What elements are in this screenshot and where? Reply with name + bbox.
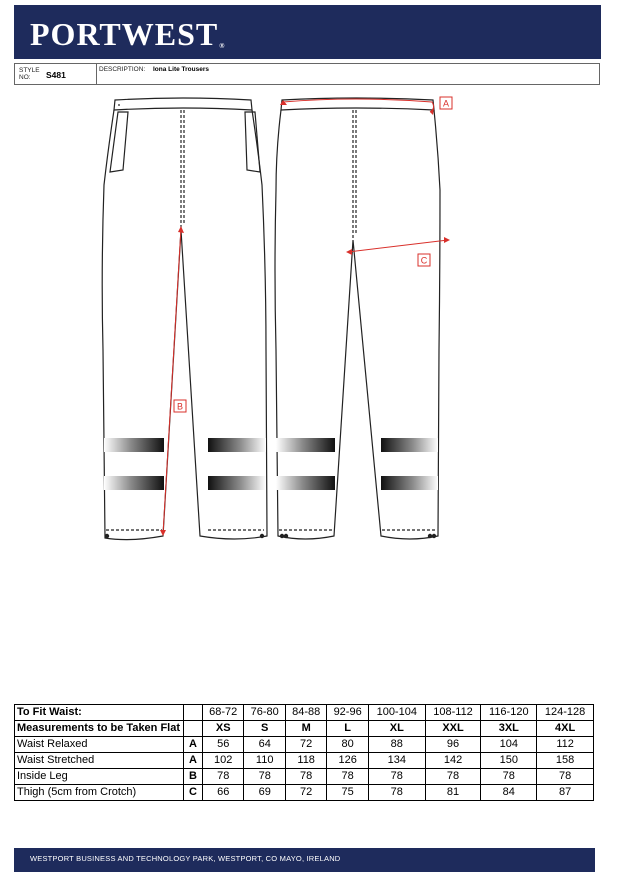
measure-label: Measurements to be Taken Flat xyxy=(15,721,184,737)
trousers-technical-drawing xyxy=(0,90,621,560)
style-cell xyxy=(15,64,97,84)
measurement-value: 150 xyxy=(481,753,537,769)
footer-banner xyxy=(14,848,595,872)
measurement-value: 72 xyxy=(285,737,326,753)
measurement-value: 69 xyxy=(244,785,285,801)
size-cell: S xyxy=(244,721,285,737)
measurement-label: Waist Stretched xyxy=(15,753,184,769)
measurement-lines xyxy=(163,99,448,534)
measure-arrowheads xyxy=(160,100,450,536)
measurement-value: 78 xyxy=(425,769,481,785)
back-left-stripe-top xyxy=(276,438,335,452)
size-cell: XS xyxy=(203,721,244,737)
measurement-label: Inside Leg xyxy=(15,769,184,785)
measurement-value: 118 xyxy=(285,753,326,769)
measure-line-b xyxy=(163,228,184,534)
front-right-stripe-bottom xyxy=(208,476,266,490)
front-outline xyxy=(102,110,267,540)
size-cell: XL xyxy=(368,721,425,737)
fit-range-cell: 92-96 xyxy=(327,705,368,721)
measurement-value: 112 xyxy=(537,737,594,753)
measurement-value: 88 xyxy=(368,737,425,753)
fit-range-cell: 100-104 xyxy=(368,705,425,721)
measurement-value: 64 xyxy=(244,737,285,753)
info-bar xyxy=(14,63,600,85)
front-right-stripe-top xyxy=(208,438,266,452)
measurement-value: 81 xyxy=(425,785,481,801)
size-cell: L xyxy=(327,721,368,737)
footer-address: WESTPORT BUSINESS AND TECHNOLOGY PARK, WESTPORT, CO MAYO, IRELAND xyxy=(30,854,341,863)
brand-name: PORTWEST xyxy=(30,16,219,52)
table-row xyxy=(15,737,594,753)
front-view xyxy=(102,98,267,540)
measurement-value: 104 xyxy=(481,737,537,753)
size-cell: 3XL xyxy=(481,721,537,737)
fit-waist-row xyxy=(15,705,594,721)
fit-range-cell: 76-80 xyxy=(244,705,285,721)
table-row xyxy=(15,753,594,769)
measurement-value: 56 xyxy=(203,737,244,753)
description-label: DESCRIPTION: xyxy=(99,66,146,73)
size-cell: XXL xyxy=(425,721,481,737)
size-chart-table xyxy=(14,704,594,801)
marker-c: C xyxy=(420,255,428,266)
fit-range-cell: 108-112 xyxy=(425,705,481,721)
size-header-row xyxy=(15,721,594,737)
front-waistband xyxy=(114,98,252,110)
back-view xyxy=(105,98,440,539)
front-left-stripe-bottom xyxy=(104,476,164,490)
marker-a-box xyxy=(440,97,452,109)
back-outline xyxy=(275,110,440,539)
measurement-value: 78 xyxy=(481,769,537,785)
back-right-stripe-top xyxy=(381,438,438,452)
measurement-value: 102 xyxy=(203,753,244,769)
marker-c-box xyxy=(418,254,430,266)
measurement-value: 78 xyxy=(368,769,425,785)
measure-line-a xyxy=(283,99,434,112)
measurement-value: 134 xyxy=(368,753,425,769)
measurement-value: 75 xyxy=(327,785,368,801)
description-value: Iona Lite Trousers xyxy=(153,66,209,73)
back-left-stripe-bottom xyxy=(276,476,335,490)
table-row xyxy=(15,769,594,785)
measurement-label: Waist Relaxed xyxy=(15,737,184,753)
measurement-value: 78 xyxy=(203,769,244,785)
measurement-code: A xyxy=(184,753,203,769)
front-pocket-right xyxy=(245,112,260,172)
style-label: STYLE NO: xyxy=(19,67,40,81)
table-row xyxy=(15,785,594,801)
measurement-value: 78 xyxy=(327,769,368,785)
size-cell: 4XL xyxy=(537,721,594,737)
measurement-value: 96 xyxy=(425,737,481,753)
measurement-code: C xyxy=(184,785,203,801)
measurement-value: 80 xyxy=(327,737,368,753)
brand-logo xyxy=(30,18,225,50)
marker-b-box xyxy=(174,400,186,412)
measurement-value: 78 xyxy=(285,769,326,785)
back-right-stripe-bottom xyxy=(381,476,438,490)
measurement-value: 87 xyxy=(537,785,594,801)
measurement-value: 78 xyxy=(537,769,594,785)
measurement-label: Thigh (5cm from Crotch) xyxy=(15,785,184,801)
header-banner xyxy=(14,5,601,59)
measurement-value: 66 xyxy=(203,785,244,801)
measurement-value: 78 xyxy=(244,769,285,785)
size-cell: M xyxy=(285,721,326,737)
measurement-code: B xyxy=(184,769,203,785)
brand-reg-mark: ® xyxy=(219,42,226,50)
fit-range-cell: 84-88 xyxy=(285,705,326,721)
marker-b: B xyxy=(176,401,184,412)
front-left-stripe-top xyxy=(104,438,164,452)
fit-range-cell: 124-128 xyxy=(537,705,594,721)
measure-line-c xyxy=(348,240,448,252)
fit-range-cell: 116-120 xyxy=(481,705,537,721)
measurement-code: A xyxy=(184,737,203,753)
fit-waist-label: To Fit Waist: xyxy=(15,705,184,721)
measurement-value: 84 xyxy=(481,785,537,801)
measurement-value: 72 xyxy=(285,785,326,801)
description-cell xyxy=(97,64,599,84)
style-value: S481 xyxy=(46,70,66,80)
measurement-value: 158 xyxy=(537,753,594,769)
measurement-value: 142 xyxy=(425,753,481,769)
back-waistband xyxy=(281,98,434,110)
fit-range-cell: 68-72 xyxy=(203,705,244,721)
measurement-value: 78 xyxy=(368,785,425,801)
measurement-value: 110 xyxy=(244,753,285,769)
measurement-value: 126 xyxy=(327,753,368,769)
marker-a: A xyxy=(442,98,450,109)
